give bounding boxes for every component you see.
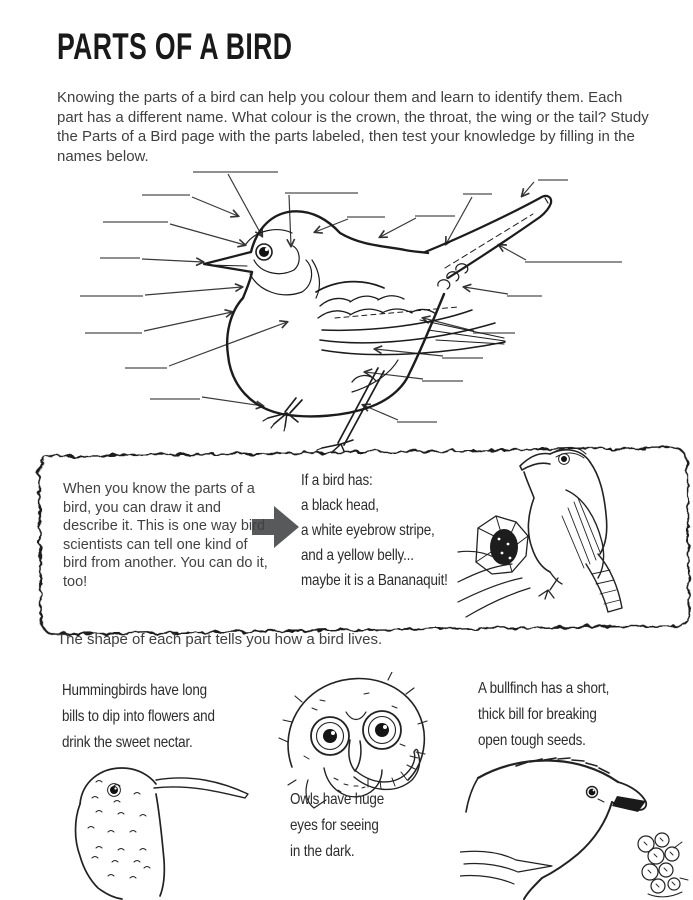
bird-parts-diagram-illustration [0,160,693,452]
intro-paragraph: Knowing the parts of a bird can help you colour them and learn to identify them. Each part has a different name. What colour is the crown, the throat, the wing or the tail? Study the Parts of a Bird page with the parts labeled, then test your knowledge by filling in the names below. [57,89,649,165]
callout-rules [301,468,476,593]
rule-line: a black head, [301,497,379,514]
rule-line: maybe it is a Bananaquit! [301,572,448,589]
rule-line: a white eyebrow stripe, [301,522,435,539]
bullfinch-illustration [460,752,690,900]
blank-answer-lines [80,172,622,422]
bullfinch-caption: A bullfinch has a short, thick bill for breaking open tough seeds. [478,680,610,749]
page-title: PARTS OF A BIRD [57,26,293,67]
owl-caption: Owls have huge eyes for seeing in the dark. [290,791,385,860]
hummingbird-caption: Hummingbirds have long bills to dip into flowers and drink the sweet nectar. [62,682,215,751]
callout-left-text: When you know the parts of a bird, you can draw it and describe it. This is one way bird scientists can tell one kind of bird from another. You can do it, too! [63,481,268,590]
bird-drawing [204,196,551,452]
rule-line: and a yellow belly... [301,547,414,564]
section-lead: The shape of each part tells you how a bird lives. [57,631,383,648]
rule-line: If a bird has: [301,472,373,489]
callout-box [0,418,693,653]
hummingbird-illustration [52,752,262,900]
leader-arrows [142,174,534,420]
